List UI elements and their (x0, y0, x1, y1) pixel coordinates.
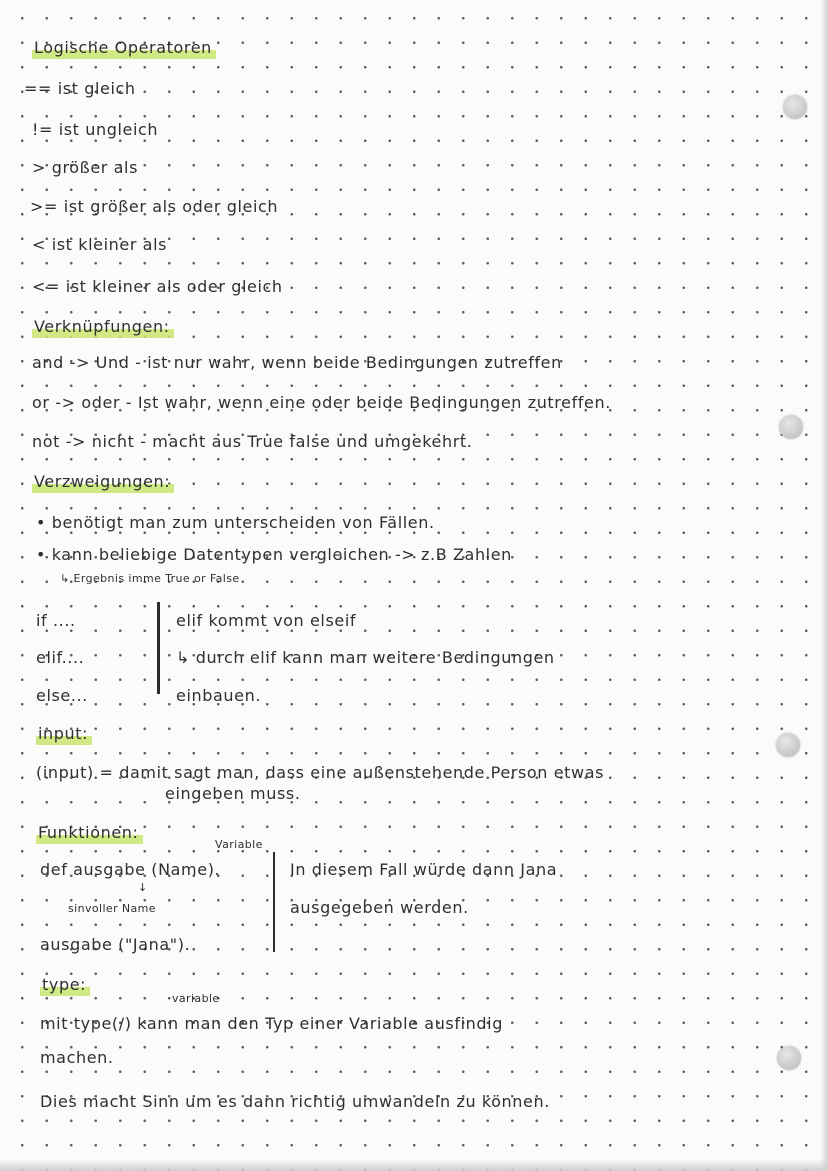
branches-explanation-3: einbauen. (176, 686, 262, 705)
links-heading-line (32, 317, 174, 336)
branches-line-2: • kann beliebige Datentypen vergleichen -> z.B Zahlen (36, 545, 512, 564)
punch-hole-1 (783, 95, 807, 119)
punch-hole-2 (779, 415, 803, 439)
logic-line-1: == ist gleich (24, 79, 136, 98)
links-line-1: and -> Und - ist nur wahr, wenn beide Bedingungen zutreffen (32, 353, 562, 372)
functions-explanation-2: ausgegeben werden. (290, 898, 469, 917)
keyword-else: else... (36, 686, 88, 705)
keyword-elif: elif.... (36, 648, 85, 667)
logic-heading-line (32, 38, 216, 57)
functions-divider (273, 852, 275, 952)
logic-line-3: > größer als (32, 158, 139, 177)
input-heading-line (36, 724, 92, 743)
type-variable-note: variable (172, 992, 220, 1005)
branches-explanation-2: ↳ durch elif kann man weitere Bedingungen (176, 648, 555, 667)
punch-hole-4 (777, 1046, 801, 1070)
input-line-1: (input) = damit sagt man, dass eine außenstehende Person etwas (36, 763, 605, 782)
input-heading: input: (36, 724, 92, 745)
functions-explanation-1: In diesem Fall würde dann Jana (290, 860, 558, 879)
branches-explanation-1: elif kommt von elseif (176, 611, 357, 630)
type-line-1: mit type(/) kann man den Typ einer Variable ausfindig (40, 1014, 503, 1033)
branches-result-note: ↳ Ergebnis imme True or False (60, 572, 240, 585)
logic-line-4: >= ist größer als oder gleich (30, 197, 279, 216)
functions-arrow: ↓ (138, 881, 148, 894)
logic-line-2: != ist ungleich (32, 120, 159, 139)
branches-heading-line (32, 472, 174, 491)
punch-hole-3 (776, 733, 800, 757)
links-line-3: not -> nicht - macht aus True false und umgekehrt. (32, 432, 473, 451)
functions-def-line: def ausgabe (Name). (40, 860, 221, 879)
logic-line-5: < ist kleiner als (32, 235, 168, 254)
type-heading-line (40, 975, 90, 994)
type-line-3: Dies macht Sinn um es dann richtig umwandeln zu können. (40, 1092, 550, 1111)
type-line-2: machen. (40, 1048, 114, 1067)
functions-heading-line (36, 823, 143, 842)
links-heading: Verknüpfungen: (32, 317, 174, 338)
input-line-2: eingeben muss. (165, 784, 301, 803)
page-right-shadow (820, 0, 828, 1171)
branches-divider (157, 602, 160, 694)
links-line-2: or -> oder - Ist wahr, wenn eine oder beide Bedingungen zutreffen. (32, 393, 611, 412)
branches-line-1: • benötigt man zum unterscheiden von Fällen. (36, 513, 435, 532)
functions-heading: Funktionen: (36, 823, 143, 844)
functions-name-note: sinvoller Name (68, 902, 156, 915)
logic-heading: Logische Operatoren (32, 38, 216, 59)
keyword-if: if .... (36, 611, 76, 630)
type-heading: type: (40, 975, 90, 996)
logic-line-6: <= ist kleiner als oder gleich (32, 277, 283, 296)
functions-call-line: ausgabe ("Jana"). (40, 935, 191, 954)
page-bottom-shadow (0, 1159, 828, 1171)
functions-variable-note: Variable (215, 838, 263, 851)
branches-heading: Verzweigungen: (32, 472, 174, 493)
